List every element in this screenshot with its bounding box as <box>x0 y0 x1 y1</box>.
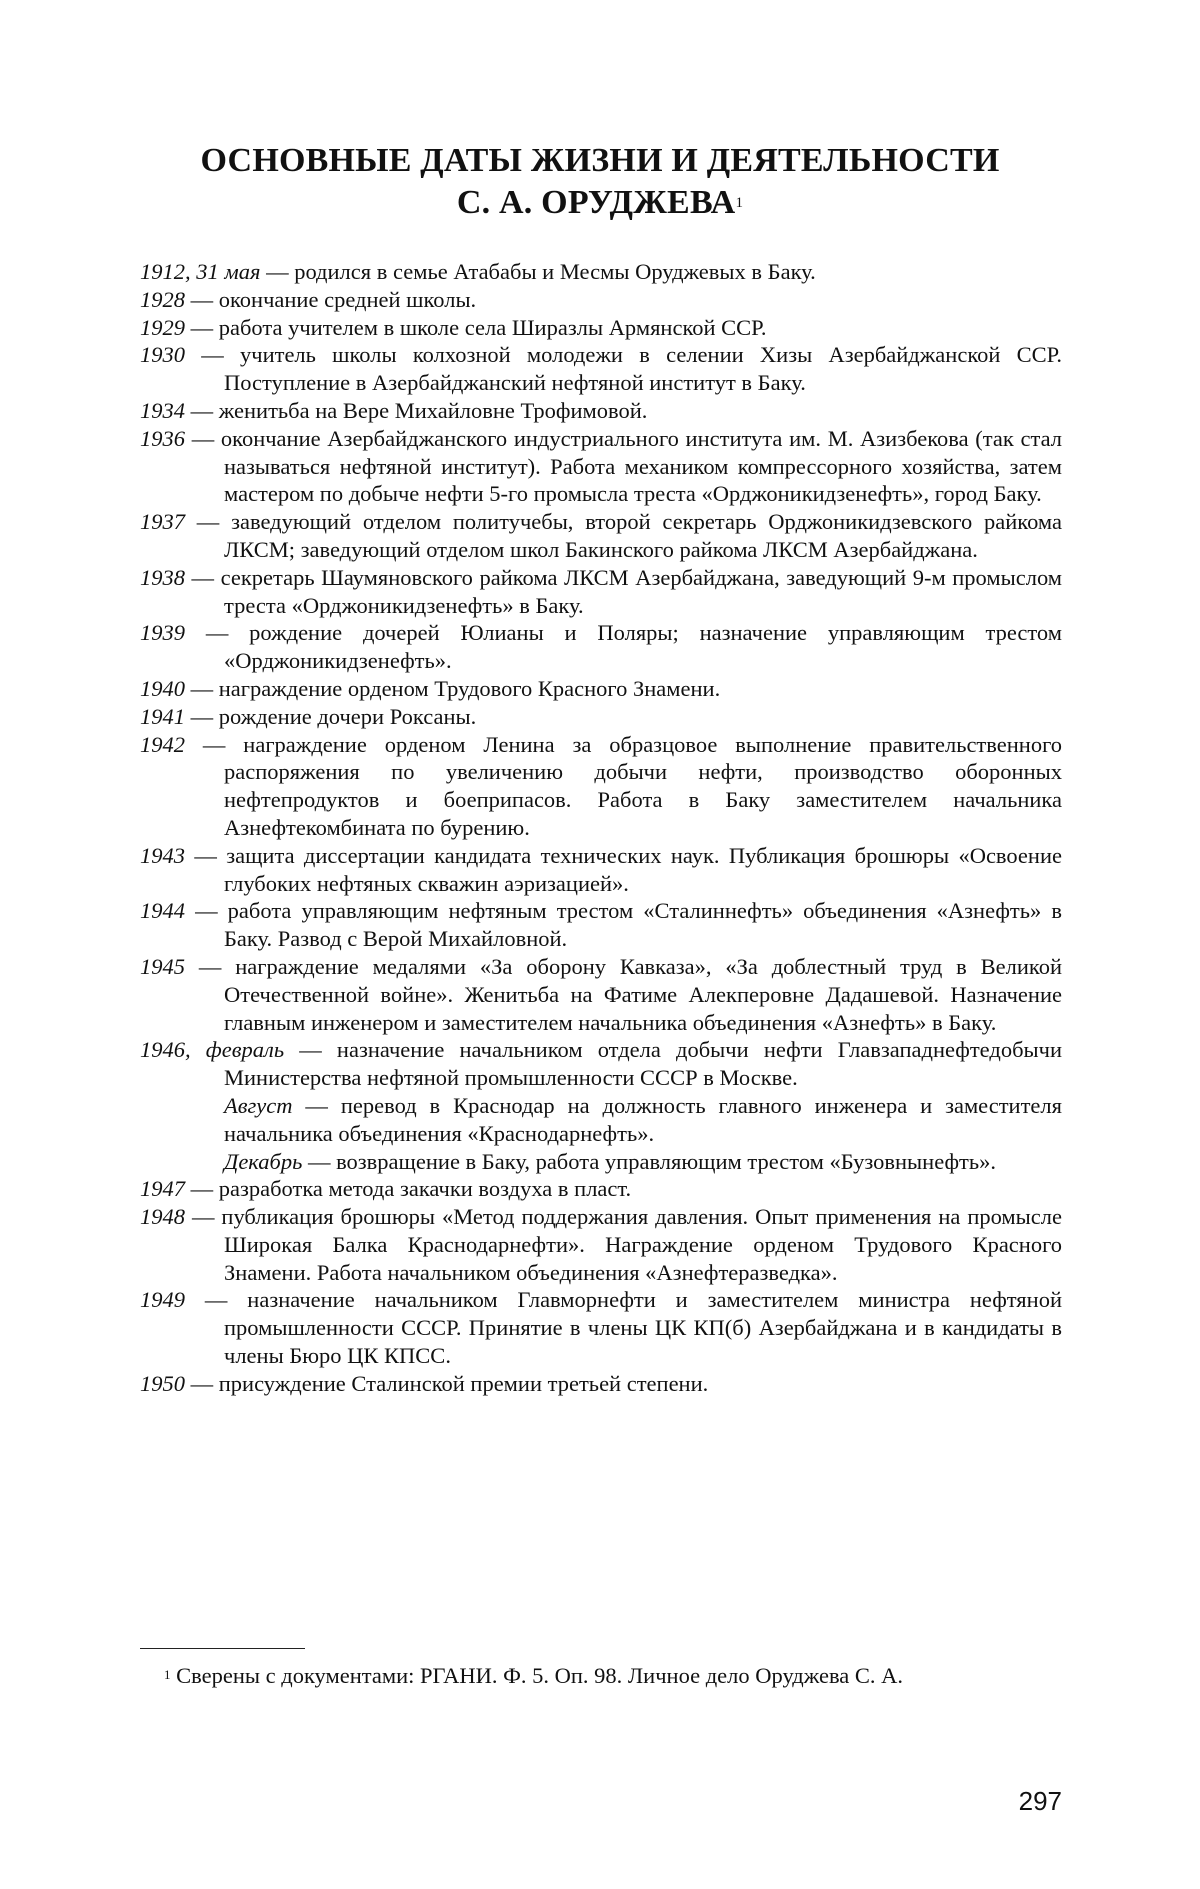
entry-text: — награждение орденом Ленина за образцовое выполнение правительственного распоряжения по увеличению добычи нефти, производство оборонных нефтепродуктов и боеприпасов. Работа в Баку заместителем начальника Азнефтекомбината по бурению. <box>185 731 1062 840</box>
chronology-entry <box>140 425 1062 508</box>
entry-date: 1950 <box>140 1370 185 1396</box>
chronology-entry <box>140 314 1062 342</box>
entry-text: — родился в семье Атабабы и Месмы Оруджевых в Баку. <box>260 259 816 284</box>
chronology-entry <box>140 897 1062 953</box>
entry-text: — награждение орденом Трудового Красного Знамени. <box>185 675 721 701</box>
page-number: 297 <box>1018 1786 1062 1816</box>
entry-text: — секретарь Шаумяновского райкома ЛКСМ Азербайджана, заведующий 9-м промыслом треста «Орджоникидзенефть» в Баку. <box>185 564 1062 618</box>
entry-date: 1947 <box>140 1176 185 1202</box>
chronology-entry <box>140 1175 1062 1203</box>
chronology-entry <box>140 953 1062 1036</box>
chronology-entry <box>140 731 1062 842</box>
chronology-entry <box>140 619 1062 675</box>
chronology-entry <box>140 341 1062 397</box>
entry-date: 1939 <box>140 620 185 646</box>
entry-text: — публикация брошюры «Метод поддержания давления. Опыт применения на промысле Широкая Балка Краснодарнефти». Награждение орденом Трудового Красного Знамени. Работа начальником объединения «Азнефтеразведка». <box>185 1204 1062 1285</box>
entry-date: 1912, 31 мая <box>140 259 261 284</box>
entry-text: — разработка метода закачки воздуха в пласт. <box>185 1176 632 1202</box>
title-name: С. А. ОРУДЖЕВА <box>456 184 736 221</box>
footnote-divider <box>140 1648 305 1649</box>
entry-text: — назначение начальником отдела добычи нефти Главзападнефтедобычи Министерства нефтяной промышленности СССР в Москве. <box>224 1037 1062 1091</box>
entry-text: — учитель школы колхозной молодежи в селении Хизы Азербайджанской ССР. Поступление в Азербайджанский нефтяной институт в Баку. <box>185 342 1062 396</box>
title-line-2 <box>0 182 1200 230</box>
entry-date: 1942 <box>140 731 185 757</box>
title-line-1: ОСНОВНЫЕ ДАТЫ ЖИЗНИ И ДЕЯТЕЛЬНОСТИ <box>200 142 1000 179</box>
chronology-entry <box>140 675 1062 703</box>
entry-text: — награждение медалями «За оборону Кавказа», «За доблестный труд в Великой Отечественной войне». Женитьба на Фатиме Алекперовне Дадашевой. Назначение главным инженером и заместителем начальника объединения «Азнефть» в Баку. <box>185 953 1062 1035</box>
chronology-entry <box>140 508 1062 564</box>
entry-date: 1937 <box>140 509 185 535</box>
entry-text: — работа управляющим нефтяным трестом «Сталиннефть» объединения «Азнефть» в Баку. Развод с Верой Михайловной. <box>185 898 1062 952</box>
page-title <box>0 140 1200 230</box>
chronology-entry <box>140 1286 1062 1369</box>
entry-text: — женитьба на Вере Михайловне Трофимовой. <box>185 397 648 423</box>
entry-date: 1930 <box>140 342 185 368</box>
entry-text: — назначение начальником Главморнефти и заместителем министра нефтяной промышленности СССР. Принятие в члены ЦК КП(б) Азербайджана и в кандидаты в члены Бюро ЦК КПСС. <box>185 1287 1062 1369</box>
entry-text: — перевод в Краснодар на должность главного инженера и заместителя начальника объединения «Краснодарнефть». <box>224 1092 1062 1146</box>
chronology-subentry <box>140 1092 1062 1148</box>
entry-text: — рождение дочерей Юлианы и Поляры; назначение управляющим трестом «Орджоникидзенефть». <box>185 620 1062 674</box>
entry-date: 1946, февраль <box>140 1037 285 1063</box>
entry-text: — окончание средней школы. <box>185 286 477 312</box>
chronology-entry <box>140 286 1062 314</box>
entry-text: — присуждение Сталинской премии третьей степени. <box>185 1370 709 1396</box>
entry-date: 1948 <box>140 1204 185 1230</box>
entry-month: Декабрь <box>224 1148 303 1174</box>
entry-text: — возвращение в Баку, работа управляющим трестом «Бузовнынефть». <box>302 1148 997 1174</box>
chronology-list <box>140 258 1062 1398</box>
entry-date: 1936 <box>140 425 185 451</box>
chronology-entry <box>140 842 1062 898</box>
footnote-text: Сверены с документами: РГАНИ. Ф. 5. Оп. 98. Личное дело Оруджева С. А. <box>170 1663 904 1688</box>
entry-date: 1928 <box>140 286 185 312</box>
entry-text: — защита диссертации кандидата технических наук. Публикация брошюры «Освоение глубоких нефтяных скважин аэризацией». <box>185 842 1062 896</box>
chronology-subentry <box>140 1148 1062 1176</box>
chronology-entry <box>140 258 1062 286</box>
chronology-entry <box>140 397 1062 425</box>
entry-date: 1945 <box>140 953 185 979</box>
chronology-entry <box>140 1203 1062 1286</box>
chronology-entry <box>140 703 1062 731</box>
entry-month: Август <box>224 1092 293 1118</box>
entry-text: — работа учителем в школе села Ширазлы Армянской ССР. <box>185 314 767 340</box>
entry-date: 1949 <box>140 1287 185 1313</box>
entry-date: 1934 <box>140 397 185 423</box>
entry-date: 1929 <box>140 314 185 340</box>
chronology-entry <box>140 564 1062 620</box>
chronology-entry <box>140 1370 1062 1398</box>
entry-text: — рождение дочери Роксаны. <box>185 703 477 729</box>
footnote <box>140 1662 1062 1693</box>
entry-date: 1938 <box>140 564 185 590</box>
entry-date: 1941 <box>140 703 185 729</box>
footnote-mark: 1 <box>164 1667 171 1682</box>
entry-date: 1944 <box>140 898 185 924</box>
entry-text: — заведующий отделом политучебы, второй секретарь Орджоникидзевского райкома ЛКСМ; заведующий отделом школ Бакинского райкома ЛКСМ Азербайджана. <box>185 509 1062 562</box>
chronology-entry <box>140 1036 1062 1092</box>
entry-date: 1943 <box>140 842 185 868</box>
title-footnote-mark: 1 <box>735 195 744 211</box>
entry-text: — окончание Азербайджанского индустриального института им. М. Азизбекова (так стал называться нефтяной институт). Работа механиком компрессорного хозяйства, затем мастером по добыче нефти 5-го промысла треста «Орджоникидзенефть», город Баку. <box>185 425 1062 507</box>
entry-date: 1940 <box>140 675 185 701</box>
